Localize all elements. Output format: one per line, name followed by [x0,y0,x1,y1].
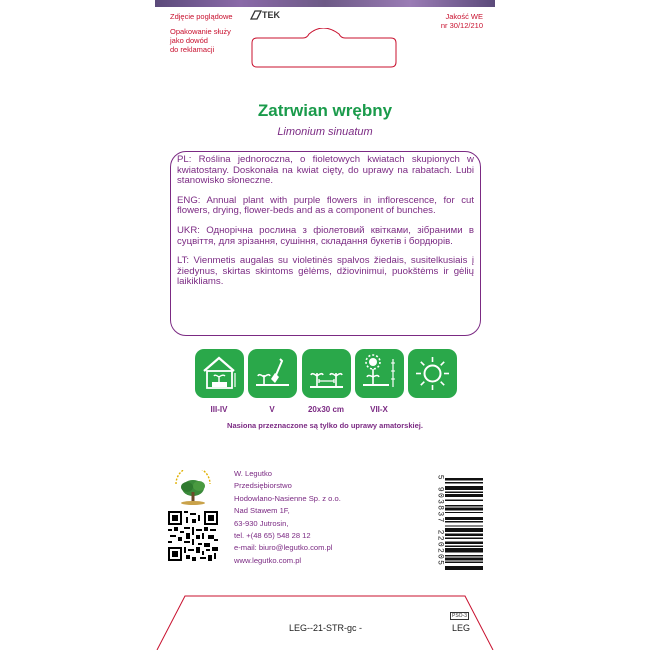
barcode-bar [445,512,483,513]
barcode-bar [445,508,483,511]
icon-label-flowering: VII-X [370,405,388,414]
warning-line-1: Opakowanie służy [170,27,231,36]
flower-photo-strip [155,0,495,7]
flowering-icon [355,349,404,398]
quality-note [441,12,483,30]
tek-leaf-icon [250,10,262,20]
barcode-bar [445,492,483,493]
sun-icon [408,349,457,398]
quality-line-2: nr 30/12/210 [440,21,483,30]
company-line-7: e-mail: biuro@legutko.com.pl [234,543,333,553]
company-line-6: tel. +(48 65) 548 28 12 [234,531,311,541]
description-box [170,151,481,336]
planting-icon [248,349,297,398]
barcode-bar [445,482,483,483]
description-pl: PL: Roślina jednoroczna, o fioletowych kwiatach skupionych w kwiatostany. Doskonała na kwiat cięty, do uprawy na rabatach. Lubi stanowisko słoneczne. [177,154,474,187]
company-info [234,468,341,567]
warning-line-3: do reklamacji [170,45,215,54]
description-lt: LT: Vienmetis augalas su violetinės spalvos žiedais, susitelkusiais į žiedynus, skirtas skintoms gėlėms, džiovinimui, puokštėms ir gėlių laikikliams. [177,255,474,288]
barcode-bar [445,562,483,563]
company-line-2: Przedsiębiorstwo [234,481,292,491]
barcode-bar [445,486,483,490]
icon-label-sowing: III-IV [210,405,228,414]
barcode-bar [445,541,483,544]
company-line-4: Nad Stawem 1F, [234,506,290,516]
company-line-3: Hodowlano-Nasienne Sp. z o.o. [234,493,341,503]
warning-line-2: jako dowód [170,36,208,45]
barcode-number: 5 903837 220205 [435,474,445,567]
barcode-bar [445,494,483,497]
plant-name: Zatrwian wrębny [257,101,393,120]
amateur-use-note: Nasiona przeznaczone są tylko do uprawy amatorskiej. [227,421,423,430]
barcode-bar [445,528,483,532]
barcode-bar [445,500,483,501]
barcode-bar [445,517,483,520]
spacing-icon [302,349,351,398]
brand-code: LEG [452,623,471,633]
pso-box: PSO-3 [452,613,468,619]
barcode-bar [445,548,483,552]
product-code: LEG--21-STR-gc - [289,623,363,633]
barcode-bar [445,505,483,506]
description-eng: ENG: Annual plant with purple flowers in inflorescence, for cut flowers, drying, flower-beds and as a component of bunches. [177,194,474,217]
legutko-tree-logo [168,470,218,508]
company-line-1: W. Legutko [234,469,272,478]
quality-line-1: Jakość WE [445,12,483,21]
barcode-bar [445,566,483,570]
photo-note: Zdjęcie poglądowe [170,12,233,21]
company-line-5: 63-930 Jutrosin, [234,518,289,528]
hang-tab-cutout [251,28,397,68]
tek-label [250,10,280,20]
barcode-bar [445,546,483,547]
barcode-bar [445,478,483,481]
barcode-bar [445,537,483,538]
bottom-fold-outline [155,590,495,650]
description-ukr: UKR: Однорічна рослина з фіолетовий квітками, зібраними в суцвіття, для зрізання, сушіння, складання букетів і бордюрів. [177,224,474,247]
ean-barcode [433,476,483,570]
tek-text: TEK [262,10,280,20]
barcode-bar [445,521,483,522]
icon-label-planting: V [269,405,275,414]
icon-label-spacing: 20x30 cm [307,405,345,414]
complaint-note [170,27,250,54]
barcode-bar [445,525,483,526]
company-line-8: www.legutko.com.pl [234,555,302,565]
barcode-bar [445,555,483,556]
latin-name: Limonium sinuatum [277,126,373,138]
sowing-indoor-icon [195,349,244,398]
qr-code [168,511,218,561]
barcode-bar [445,533,483,536]
barcode-bar [445,558,483,561]
